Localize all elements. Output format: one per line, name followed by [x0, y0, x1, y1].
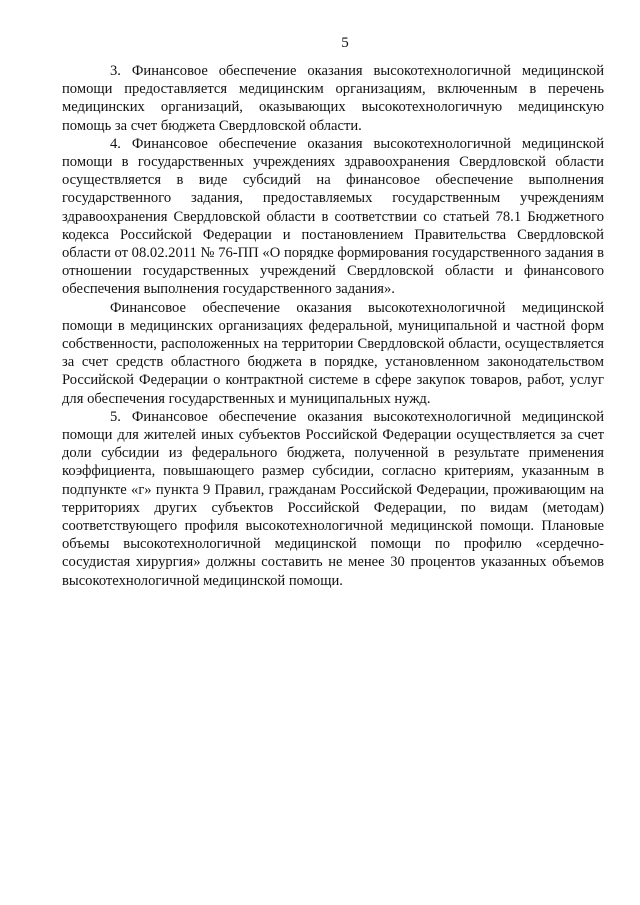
paragraph-3: 3. Финансовое обеспечение оказания высокотехнологичной медицинской помощи предоставляется медицинским организациям, включенным в перечень медицинских организаций, оказывающих высокотехнологичную медицинскую помощь за счет бюджета Свердловской области. — [62, 63, 604, 134]
paragraph-5: 5. Финансовое обеспечение оказания высокотехнологичной медицинской помощи для жителей иных субъектов Российской Федерации осуществляется за счет доли субсидии из федерального бюджета, полученной в результате применения коэффициента, повышающего размер субсидии, согласно критериям, указанным в подпункте «г» пункта 9 Правил, гражданам Российской Федерации, проживающим на территориях других субъектов Российской Федерации, по видам (методам) соответствующего профиля высокотехнологичной медицинской помощи. Плановые объемы высокотехнологичной медицинской помощи по профилю «сердечно-сосудистая хирургия» должны составить не менее 30 процентов указанных объемов высокотехнологичной медицинской помощи. — [62, 408, 604, 589]
page-number: 5 — [341, 35, 349, 51]
paragraph-4: 4. Финансовое обеспечение оказания высокотехнологичной медицинской помощи в государственных учреждениях здравоохранения Свердловской области осуществляется в виде субсидий на финансовое обеспечение выполнения государственного задания, предоставляемых государственным учреждениям здравоохранения Свердловской области в соответствии со статьей 78.1 Бюджетного кодекса Российской Федерации и постановлением Правительства Свердловской области от 08.02.2011 № 76-ПП «О порядке формирования государственного задания в отношении государственных учреждений Свердловской области и финансового обеспечения выполнения государственного задания». — [62, 135, 604, 298]
paragraph-4-continued: Финансовое обеспечение оказания высокотехнологичной медицинской помощи в медицинских организациях федеральной, муниципальной и частной форм собственности, расположенных на территории Свердловской области, осуществляется за счет средств областного бюджета в порядке, установленном законодательством Российской Федерации о контрактной системе в сфере закупок товаров, работ, услуг для обеспечения государственных и муниципальных нужд. — [62, 299, 604, 407]
